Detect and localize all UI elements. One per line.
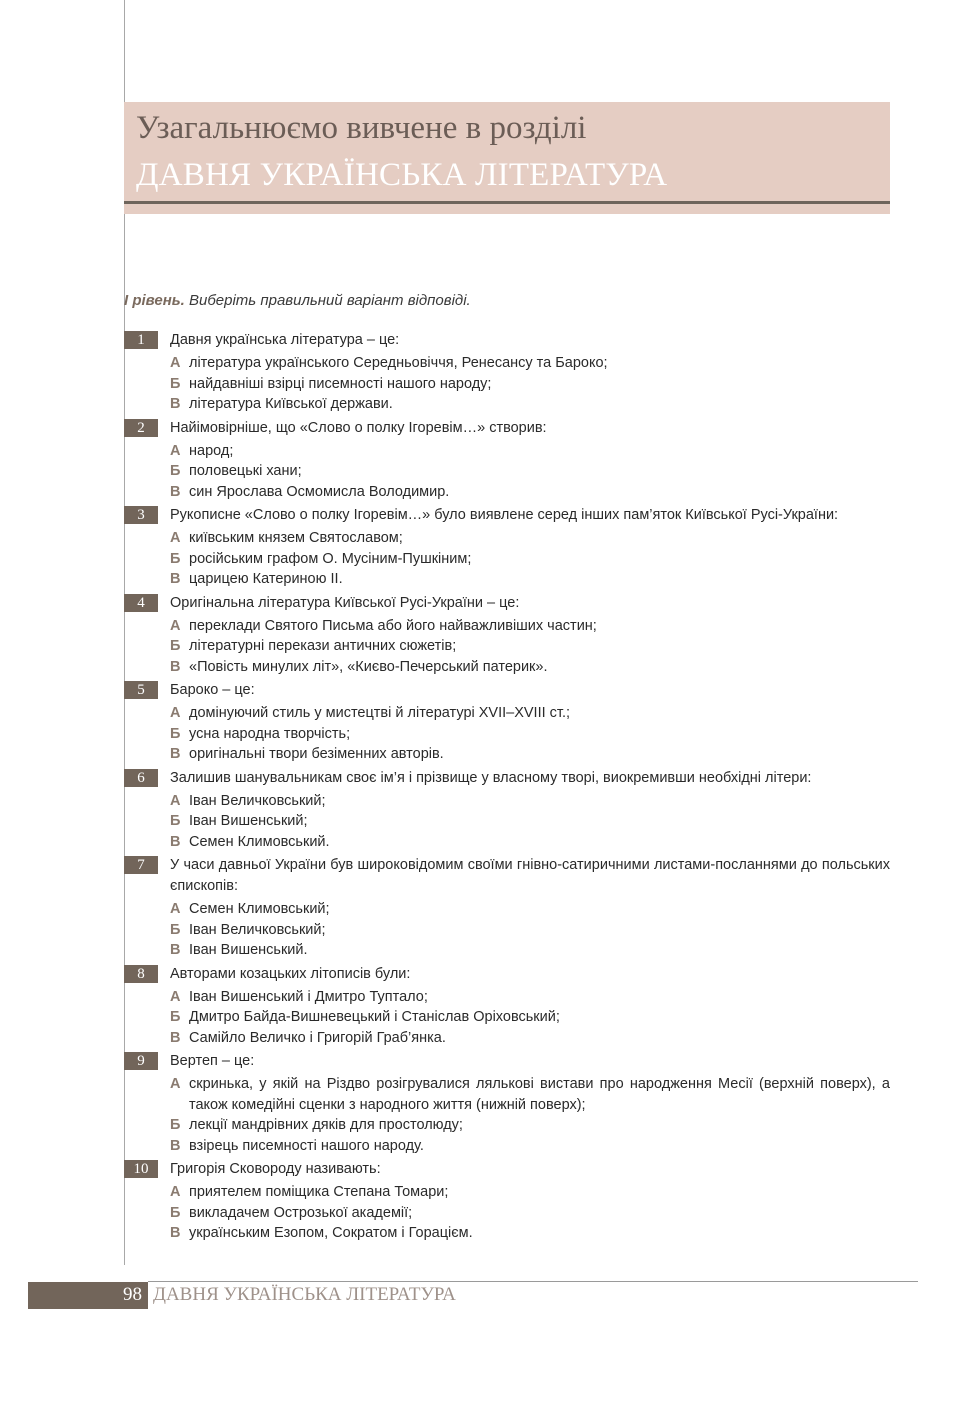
option-text: Іван Вишенський і Дмитро Туптало; [189,988,428,1005]
option-text: Дмитро Байда-Вишневецький і Станіслав Оріховський; [189,1009,560,1025]
answer-option [170,1203,890,1224]
option-letter: А [170,705,181,721]
question-item [124,1051,890,1156]
answer-options [170,987,890,1049]
answer-option [170,636,890,657]
answer-option [170,616,890,637]
question-head [124,1051,890,1072]
answer-option [170,899,890,920]
option-text: література українського Середньовіччя, Ренесансу та Бароко; [189,355,608,371]
option-letter: В [170,396,181,412]
question-item [124,593,890,678]
option-text: оригінальні твори безіменних авторів. [189,746,444,762]
question-head [124,855,890,897]
option-letter: В [170,571,181,587]
question-number: 6 [124,769,158,787]
answer-option [170,569,890,590]
option-letter: Б [170,1009,181,1025]
answer-option [170,1223,890,1244]
answer-option [170,811,890,832]
option-text: Іван Величковський; [189,792,326,809]
option-text: Іван Вишенський; [189,813,308,829]
answer-option [170,1136,890,1157]
answer-option [170,441,890,462]
answer-option [170,1182,890,1203]
option-text: взірець писемності нашого народу. [189,1137,424,1154]
answer-option [170,482,890,503]
question-text: Залишив шанувальникам своє ім’я і прізвище у власному творі, виокремивши необхідні літери: [170,769,812,786]
answer-option [170,1115,890,1136]
question-head [124,505,890,526]
header-subtitle: Узагальнюємо вивчене в розділі [136,110,587,146]
answer-options [170,441,890,503]
question-item [124,330,890,415]
question-item [124,505,890,590]
question-head [124,964,890,985]
answer-option [170,744,890,765]
question-item [124,855,890,961]
answer-option [170,1028,890,1049]
answer-option [170,374,890,395]
option-text: Іван Вишенський. [189,942,308,958]
answer-option [170,703,890,724]
option-letter: А [170,988,181,1005]
answer-option [170,657,890,678]
option-letter: Б [170,463,181,479]
question-number: 1 [124,331,158,349]
option-letter: Б [170,375,181,392]
option-text: половецькі хани; [189,463,302,479]
question-text: Рукописне «Слово о полку Ігоревім…» було виявлене серед інших пам’яток Київської Русі-України: [170,507,839,523]
option-text: царицею Катериною II. [189,571,343,587]
option-letter: Б [170,921,181,938]
question-text: У часи давньої України був широковідомим своїми гнівно-сатиричними листами-посланнями до польських єпископів: [170,857,890,894]
option-letter: А [170,617,181,634]
option-text: російським графом О. Мусіним-Пушкіним; [189,550,472,567]
answer-options [170,353,890,415]
option-letter: В [170,1029,181,1046]
answer-option [170,987,890,1008]
answer-option [170,1007,890,1028]
answer-options [170,1074,890,1156]
footer-title: ДАВНЯ УКРАЇНСЬКА ЛІТЕРАТУРА [153,1284,456,1305]
option-text: народ; [189,442,234,459]
question-text: Давня українська література – це: [170,332,400,348]
option-text: приятелем поміщика Степана Томари; [189,1184,449,1200]
option-text: син Ярослава Осмомисла Володимир. [189,483,450,500]
page-number: 98 [123,1284,142,1305]
option-text: література Київської держави. [189,396,393,412]
option-text: найдавніші взірці писемності нашого народу; [189,375,492,392]
option-text: літературні перекази античних сюжетів; [189,638,457,654]
option-text: Семен Климовський; [189,901,330,917]
option-letter: А [170,792,181,809]
question-head [124,1159,890,1180]
question-text: Бароко – це: [170,682,255,698]
answer-option [170,791,890,812]
option-text: Семен Климовський. [189,833,330,850]
option-text: українським Езопом, Сократом і Горацієм. [189,1225,473,1241]
instruction [124,292,471,309]
question-number: 9 [124,1052,158,1070]
question-item [124,768,890,853]
answer-options [170,703,890,765]
answer-options [170,1182,890,1244]
question-item [124,418,890,503]
question-head [124,680,890,701]
option-text: скринька, у якій на Різдво розігрувалися лялькові вистави про народження Месії (верхній поверх), а також комедійні сценки з народного життя (нижній поверх); [189,1076,890,1113]
option-letter: А [170,901,181,917]
option-text: Іван Величковський; [189,921,326,938]
question-text: Григорія Сковороду називають: [170,1161,381,1177]
question-number: 5 [124,681,158,699]
section-header [124,102,890,214]
answer-option [170,920,890,941]
question-number: 4 [124,594,158,612]
option-letter: А [170,442,181,459]
answer-option [170,528,890,549]
answer-option [170,1074,890,1115]
answer-options [170,528,890,590]
option-letter: В [170,658,181,675]
footer-page-box [28,1282,148,1309]
option-letter: Б [170,1204,181,1221]
question-item [124,680,890,765]
option-letter: А [170,355,181,371]
option-text: лекції мандрівних дяків для простолюду; [189,1117,463,1133]
option-letter: А [170,530,181,546]
option-letter: В [170,942,181,958]
option-letter: В [170,746,181,762]
question-number: 3 [124,506,158,524]
option-letter: А [170,1076,181,1092]
option-letter: В [170,1137,181,1154]
answer-options [170,791,890,853]
question-head [124,593,890,614]
question-text: Найімовірніше, що «Слово о полку Ігоревім…» створив: [170,419,547,436]
option-letter: Б [170,1117,181,1133]
header-title: ДАВНЯ УКРАЇНСЬКА ЛІТЕРАТУРА [136,157,668,193]
answer-option [170,832,890,853]
answer-option [170,724,890,745]
option-letter: В [170,483,181,500]
answer-options [170,616,890,678]
option-letter: Б [170,638,181,654]
question-head [124,418,890,439]
answer-options [170,899,890,961]
option-text: переклади Святого Письма або його найважливіших частин; [189,617,597,634]
question-item [124,1159,890,1244]
option-letter: Б [170,725,181,742]
option-letter: В [170,833,181,850]
option-letter: Б [170,550,181,567]
footer-rule [148,1281,918,1282]
option-text: «Повість минулих літ», «Києво-Печерський патерик». [189,658,548,675]
question-number: 7 [124,856,158,874]
question-number: 8 [124,965,158,983]
option-text: викладачем Острозької академії; [189,1204,413,1221]
option-text: Самійло Величко і Григорій Граб’янка. [189,1029,446,1046]
question-text: Оригінальна література Київської Русі-України – це: [170,594,520,611]
answer-option [170,940,890,961]
answer-option [170,549,890,570]
question-text: Авторами козацьких літописів були: [170,965,411,982]
question-item [124,964,890,1049]
question-text: Вертеп – це: [170,1053,255,1069]
option-text: усна народна творчість; [189,725,351,742]
instruction-text: Виберіть правильний варіант відповіді. [184,292,471,309]
question-head [124,768,890,789]
option-text: домінуючий стиль у мистецтві й літературі XVII–XVIII ст.; [189,705,571,721]
answer-option [170,353,890,374]
answer-option [170,394,890,415]
option-letter: Б [170,813,181,829]
option-text: київським князем Святославом; [189,530,403,546]
question-number: 10 [124,1160,158,1178]
header-rule [124,201,890,204]
question-head [124,330,890,351]
instruction-level: I рівень. [124,292,185,309]
question-number: 2 [124,419,158,437]
answer-option [170,461,890,482]
option-letter: В [170,1225,181,1241]
question-list [124,330,890,1247]
option-letter: А [170,1184,181,1200]
